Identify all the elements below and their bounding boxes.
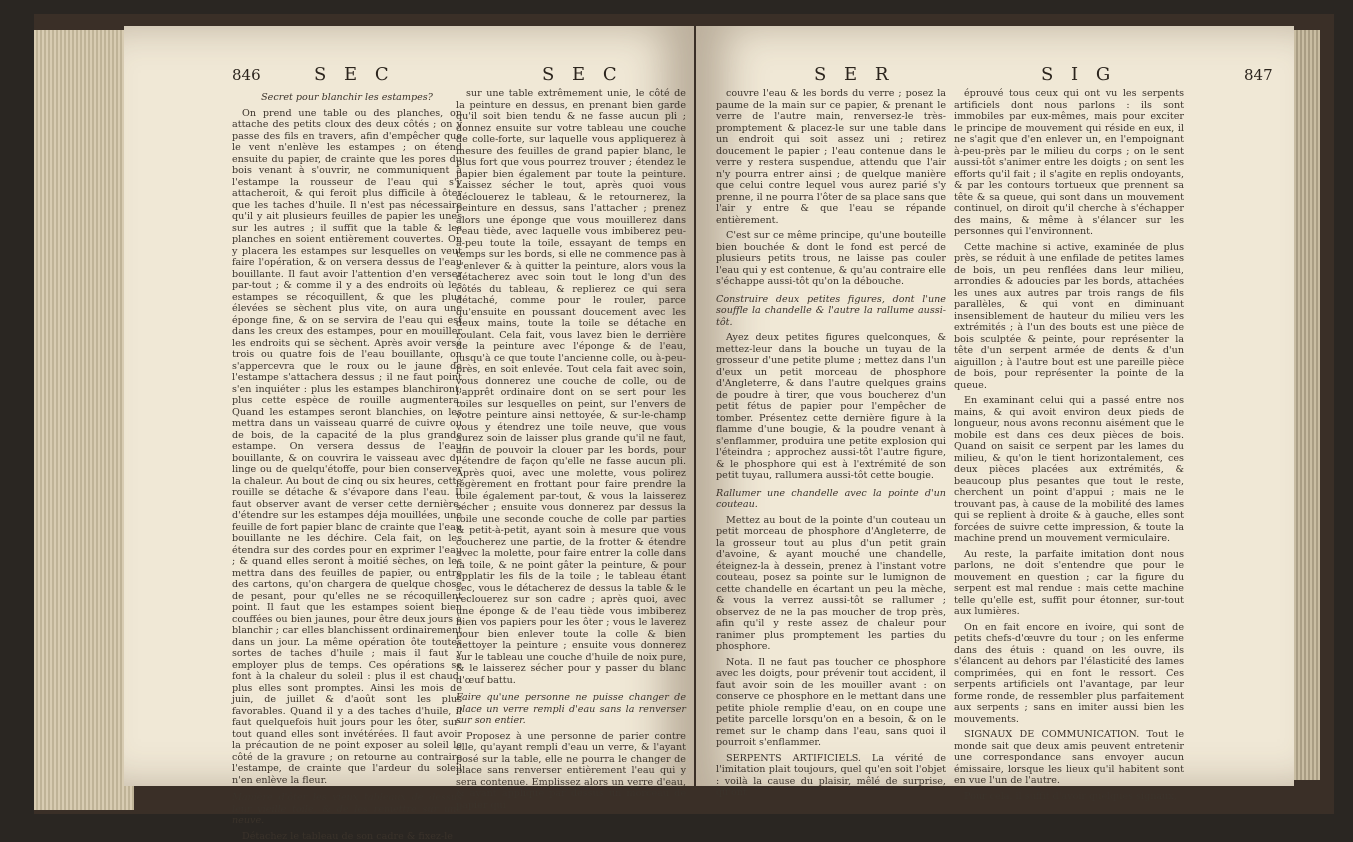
section-title: Secret pour blanchir les estampes? [232, 92, 462, 104]
paragraph: Cette machine si active, examinée de plus près, se réduit à une enfilade de petites lames de bois, un peu renflées dans leur milieu, arrondies & adoucies par les bords, attachées les unes aux autres par trois rangs de fils parallèles, & qui vont en diminuant insensiblement de hauteur du milieu vers les extrémités ; à l'un des bouts est une pièce de bois sculptée & peinte, pour représenter la tête d'un serpent armée de dents & d'un aiguillon ; à l'autre bout est une pareille pièce de bois, pour représenter la pointe de la queue. [954, 242, 1184, 392]
paragraph: Mettez au bout de la pointe d'un couteau un petit morceau de phosphore d'Angleterre, de la grosseur tout au plus d'un petit grain d'avoine, & ayant mouché une chandelle, éteignez-la à dessein, prenez à l'instant votre couteau, posez sa pointe sur le lumignon de cette chandelle en écartant un peu la mèche, & vous la verrez aussi-tôt se rallumer ; observez de ne la pas moucher de trop près, afin qu'il y reste assez de chaleur pour ranimer plus promptement les parties du phosphore. [716, 515, 946, 653]
page-number: 846 [232, 66, 261, 84]
running-head: S E C [542, 64, 623, 85]
paragraph: Détachez le tableau de son cadre & fixez-le [232, 831, 462, 842]
page-edges-right [1290, 30, 1320, 780]
text-column-1 [232, 88, 462, 768]
section-title: Faire qu'une personne ne puisse changer de place un verre rempli d'eau sans la renverser sur son entier. [456, 692, 686, 727]
paragraph: C'est sur ce même principe, qu'une bouteille bien bouchée & dont le fond est percé de plusieurs petits trous, ne laisse pas couler l'eau qui y est contenue, & qu'au contraire elle s'échappe aussi-tôt qu'on la débouche. [716, 230, 946, 288]
paragraph: On en fait encore en ivoire, qui sont de petits chefs-d'œuvre du tour ; on les enferme dans des étuis : quand on les ouvre, ils s'élancent au dehors par l'élasticité des lames comprimées, qui en font le ressort. Ces serpents artificiels ont l'avantage, par leur forme ronde, de ressembler plus parfaitement aux serpents ; sans en imiter aussi bien les mouvements. [954, 622, 1184, 726]
section-title: Manière d'ôter les vieux tableaux de dessus leur vieille toile, & de les remettre sur une neuve. [232, 792, 462, 827]
paragraph: couvre l'eau & les bords du verre ; posez la paume de la main sur ce papier, & prenant le verre de l'autre main, renversez-le très-promptement & placez-le sur une table dans un endroit qui soit assez uni ; retirez doucement le papier ; l'eau contenue dans le verre y restera suspendue, attendu que l'air n'y pourra entrer ainsi ; de quelque manière que celui contre lequel vous aurez parié s'y prenne, il ne pourra l'ôter de sa place sans que l'air y entre & que l'eau se répande entièrement. [716, 88, 946, 226]
section-title: Construire deux petites figures, dont l'une souffle la chandelle & l'autre la rallume aussi-tôt. [716, 294, 946, 329]
text-column-2 [456, 88, 686, 768]
paragraph: En examinant celui qui a passé entre nos mains, & qui avoit environ deux pieds de longueur, nous avons reconnu aisément que le mobile est dans ces deux pièces de bois. Quand on saisit ce serpent par les lames du milieu, & qu'on le tient horizontalement, ces deux pièces placées aux extrémités, & beaucoup plus pesantes que tout le reste, cherchent un point d'appui ; mais ne le trouvant pas, à cause de la mobilité des lames qui se replient à droite & à gauche, elles sont forcées de suivre cette impression, & toute la machine prend un mouvement vermiculaire. [954, 395, 1184, 545]
text-column-1 [716, 88, 946, 768]
text-column-2 [954, 88, 1184, 768]
paragraph: Au reste, la parfaite imitation dont nous parlons, ne doit s'entendre que pour le mouvement en question ; car la figure du serpent est mal rendue : mais cette machine telle qu'elle est, suffit pour étonner, sur-tout aux lumières. [954, 549, 1184, 618]
running-head: S E C [314, 64, 395, 85]
left-page [124, 26, 694, 786]
paragraph: Ayez deux petites figures quelconques, & mettez-leur dans la bouche un tuyau de la grosseur d'une petite plume ; mettez dans l'un d'eux un petit morceau de phosphore d'Angleterre, & dans l'autre quelques grains de poudre à tirer, que vous boucherez d'un petit fétus de papier pour l'empêcher de tomber. Présentez cette dernière figure à la flamme d'une bougie, & la poudre venant à s'enflammer, produira une petite explosion qui l'éteindra ; approchez aussi-tôt l'autre figure, & le phosphore qui est à l'extrémité de son petit tuyau, rallumera aussi-tôt cette bougie. [716, 332, 946, 482]
page-edges-left [34, 30, 134, 810]
section-title: Rallumer une chandelle avec la pointe d'un couteau. [716, 488, 946, 511]
paragraph: Pour cela, il suffit d'avoir quelques signaux, [954, 791, 1184, 803]
right-page [696, 26, 1294, 786]
paragraph: Proposez à une personne de parier contre elle, qu'ayant rempli d'eau un verre, & l'ayant posé sur la table, elle ne pourra le changer de place sans renverser entièrement l'eau qui y sera contenue. Emplissez alors un verre d'eau, & ayant appliqué par dessus un morceau de papier qui [456, 731, 686, 812]
paragraph: SERPENTS ARTIFICIELS. La vérité de l'imitation plait toujours, quel qu'en soit l'objet : voilà la cause du plaisir, mêlé de surprise, qu'ont [716, 753, 946, 799]
paragraph: éprouvé tous ceux qui ont vu les serpents artificiels dont nous parlons : ils sont immobiles par eux-mêmes, mais pour exciter le principe de mouvement qui réside en eux, il ne s'agit que d'en enlever un, en l'empoignant à-peu-près par le milieu du corps ; on le sent aussi-tôt s'animer entre les doigts ; on sent les efforts qu'il fait ; il s'agite en replis ondoyants, & par les contours tortueux que prennent sa tête & sa queue, qui sont dans un mouvement continuel, on diroit qu'il cherche à s'échapper des mains, & même à s'élancer sur les personnes qui l'environnent. [954, 88, 1184, 238]
running-head: S E R [814, 64, 894, 85]
page-number: 847 [1244, 66, 1273, 84]
paragraph: SIGNAUX DE COMMUNICATION. Tout le monde sait que deux amis peuvent entretenir une correspondance sans envoyer aucun émissaire, lorsque les lieux qu'il habitent sont en vue l'un de l'autre. [954, 729, 1184, 787]
paragraph: On prend une table ou des planches, on attache des petits cloux des deux côtés ; on y passe des fils en travers, afin d'empêcher que le vent n'enlève les estampes ; on étend ensuite du papier, de crainte que les pores du bois venant à s'ouvrir, ne communiquent à l'estampe la rousseur de l'eau qui s'y attacheroit, & qui feroit plus difficile à ôter que les taches d'huile. Il n'est pas nécessaire qu'il y ait plusieurs feuilles de papier les unes sur les autres ; il suffit que la table & les planches en soient entièrement couvertes. On y placera les estampes sur lesquelles on veut faire l'opération, & on versera dessus de l'eau bouillante. Il faut avoir l'attention d'en verser par-tout ; & comme il y a des endroits où les estampes se récoquillent, & que les plus élevées se sèchent plus vite, on aura une éponge fine, & on se servira de l'eau qui est dans les creux des estampes, pour en mouiller les endroits qui se sèchent. Après avoir versé trois ou quatre fois de l'eau bouillante, on s'appercevra que le roux ou le jaune de l'estampe s'attachera dessus ; il ne faut point s'en inquiéter : plus les estampes blanchiront, plus cette espèce de rouille augmentera. Quand les estampes seront blanchies, on les mettra dans un vaisseau quarré de cuivre ou de bois, de la capacité de la plus grande estampe. On versera dessus de l'eau bouillante, & on couvrira le vaisseau avec du linge ou de quelqu'étoffe, pour bien conserver la chaleur. Au bout de cinq ou six heures, cette rouille se détache & s'évapore dans l'eau. Il faut observer avant de verser cette dernière, d'étendre sur les estampes déja mouillées, une feuille de fort papier blanc de crainte que l'eau bouillante ne les déchire. Cela fait, on les étendra sur des cordes pour en exprimer l'eau ; & quand elles seront à moitié sèches, on les mettra dans des feuilles de papier, ou entre des cartons, qu'on chargera de quelque chose de pesant, pour qu'elles ne se récoquillent point. Il faut que les estampes soient bien couffées ou bien jaunes, pour être deux jours à blanchir ; car elles blanchissent ordinairement dans un jour. La même opération ôte toutes sortes de taches d'huile ; mais il faut y employer plus de temps. Ces opérations se font à la chaleur du soleil : plus il est chaud, plus elles sont promptes. Ainsi les mois de juin, de juillet & d'août sont les plus favorables. Quand il y a des taches d'huile, il faut quelquefois huit jours pour les ôter, sur-tout quand elles sont invétérées. Il faut avoir la précaution de ne point exposer au soleil le côté de la gravure ; on retourne au contraire l'estampe, de crainte que l'ardeur du soleil n'en enlève la fleur. [232, 108, 462, 787]
running-head: S I G [1041, 64, 1116, 85]
paragraph: sur une table extrêmement unie, le côté de la peinture en dessus, en prenant bien garde qu'il soit bien tendu & ne fasse aucun pli ; donnez ensuite sur votre tableau une couche de colle-forte, sur laquelle vous appliquerez à mesure des feuilles de grand papier blanc, le plus fort que vous pourrez trouver ; étendez le papier bien également par toute la peinture. Laissez sécher le tout, après quoi vous déclouerez le tableau, & le retournerez, la peinture en dessus, sans l'attacher ; prenez alors une éponge que vous mouillerez dans l'eau tiède, avec laquelle vous imbiberez peu-à-peu toute la toile, essayant de temps en temps sur les bords, si elle ne commence pas à s'enlever & à quitter la peinture, alors vous la détacherez avec soin tout le long d'un des côtés du tableau, & replierez ce qui sera détaché, comme pour le rouler, parce qu'ensuite en poussant doucement avec les deux mains, toute la toile se détache en roulant. Cela fait, vous lavez bien le derrière de la peinture avec l'éponge & de l'eau, jusqu'à ce que toute l'ancienne colle, ou à-peu-près, en soit enlevée. Tout cela fait avec soin, vous donnerez une couche de colle, ou de l'apprêt ordinaire dont on se sert pour les toiles sur lesquelles on peint, sur l'envers de votre peinture ainsi nettoyée, & sur-le-champ vous y étendrez une toile neuve, que vous aurez soin de laisser plus grande qu'il ne faut, afin de pouvoir la clouer par les bords, pour l'étendre de façon qu'elle ne fasse aucun pli. Après quoi, avec une molette, vous polirez légèrement en frottant pour faire prendre la toile également par-tout, & vous la laisserez sécher ; ensuite vous donnerez par dessus la toile une seconde couche de colle par parties & petit-à-petit, ayant soin à mesure que vous coucherez une partie, de la frotter & étendre avec la molette, pour faire entrer la colle dans la toile, & ne point gâter la peinture, & pour applatir les fils de la toile ; le tableau étant sec, vous le détacherez de dessus la table & le reclouerez sur son cadre ; après quoi, avec une éponge & de l'eau tiède vous imbiberez bien vos papiers pour les ôter ; vous le laverez pour bien enlever toute la colle & bien nettoyer la peinture ; ensuite vous donnerez sur le tableau une couche d'huile de noix pure, & le laisserez sécher pour y passer du blanc d'œuf battu. [456, 88, 686, 686]
paragraph: Nota. Il ne faut pas toucher ce phosphore avec les doigts, pour prévenir tout accident, il faut avoir soin de les mouiller avant : on conserve ce phosphore en le mettant dans une petite phiole remplie d'eau, on en coupe une petite parcelle lorsqu'on en a besoin, & on le remet sur le champ dans l'eau, sans quoi il pourroit s'enflammer. [716, 657, 946, 749]
